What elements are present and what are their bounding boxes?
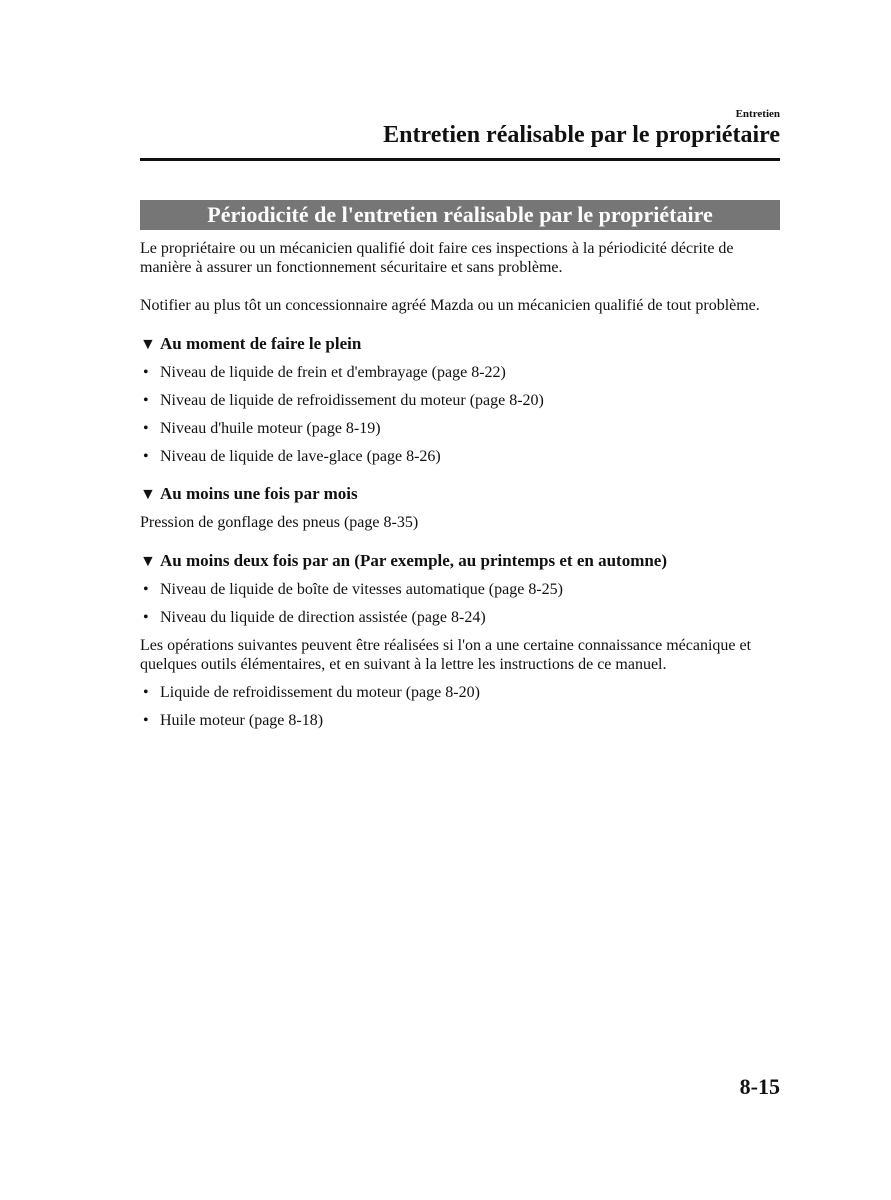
topic-banner: Périodicité de l'entretien réalisable par le propriétaire [140,200,780,230]
bullet-icon: • [143,712,149,729]
list-item [140,447,780,466]
list-item [140,363,780,382]
refuel-list [140,363,780,466]
list-item [140,608,780,627]
subhead-twice-yearly-text: Au moins deux fois par an (Par exemple, au printemps et en automne) [160,551,668,570]
subhead-refuel [140,334,780,355]
list-item-text: Niveau de liquide de refroidissement du moteur (page 8-20) [160,392,544,409]
subhead-monthly-text: Au moins une fois par mois [160,484,358,503]
list-item-text: Niveau de liquide de frein et d'embrayage (page 8-22) [160,364,506,381]
triangle-down-icon: ▼ [140,553,156,570]
bullet-icon: • [143,609,149,626]
list-item-text: Niveau d'huile moteur (page 8-19) [160,420,381,437]
subhead-monthly [140,484,780,505]
triangle-down-icon: ▼ [140,486,156,503]
bullet-icon: • [143,581,149,598]
list-item [140,683,780,702]
header-rule [140,158,780,161]
list-item-text: Niveau du liquide de direction assistée (page 8-24) [160,609,486,626]
list-item-text: Huile moteur (page 8-18) [160,712,324,729]
bullet-icon: • [143,392,149,409]
subhead-twice-yearly [140,551,780,572]
list-item-text: Liquide de refroidissement du moteur (page 8-20) [160,684,480,701]
list-item [140,580,780,599]
content [140,200,780,748]
intro-paragraph-1: Le propriétaire ou un mécanicien qualifié doit faire ces inspections à la périodicité décrite de manière à assurer un fonctionnement sécuritaire et sans problème. [140,240,734,276]
bullet-icon: • [143,420,149,437]
bullet-icon: • [143,364,149,381]
bullet-icon: • [143,684,149,701]
list-item-text: Niveau de liquide de lave-glace (page 8-26) [160,448,441,465]
section-title: Entretien réalisable par le propriétaire [383,122,780,148]
list-item-text: Niveau de liquide de boîte de vitesses automatique (page 8-25) [160,581,563,598]
twice-yearly-list [140,580,780,627]
operations-paragraph: Les opérations suivantes peuvent être réalisées si l'on a une certaine connaissance mécanique et quelques outils élémentaires, et en suivant à la lettre les instructions de ce manuel. [140,637,752,673]
list-item [140,711,780,730]
bullet-icon: • [143,448,149,465]
list-item [140,419,780,438]
monthly-text: Pression de gonflage des pneus (page 8-35) [140,514,419,531]
subhead-refuel-text: Au moment de faire le plein [160,334,362,353]
triangle-down-icon: ▼ [140,336,156,353]
operations-list [140,683,780,730]
list-item [140,391,780,410]
page-number: 8-15 [739,1074,780,1099]
intro-paragraph-2: Notifier au plus tôt un concessionnaire agréé Mazda ou un mécanicien qualifié de tout problème. [140,297,760,314]
chapter-label: Entretien [735,108,780,120]
